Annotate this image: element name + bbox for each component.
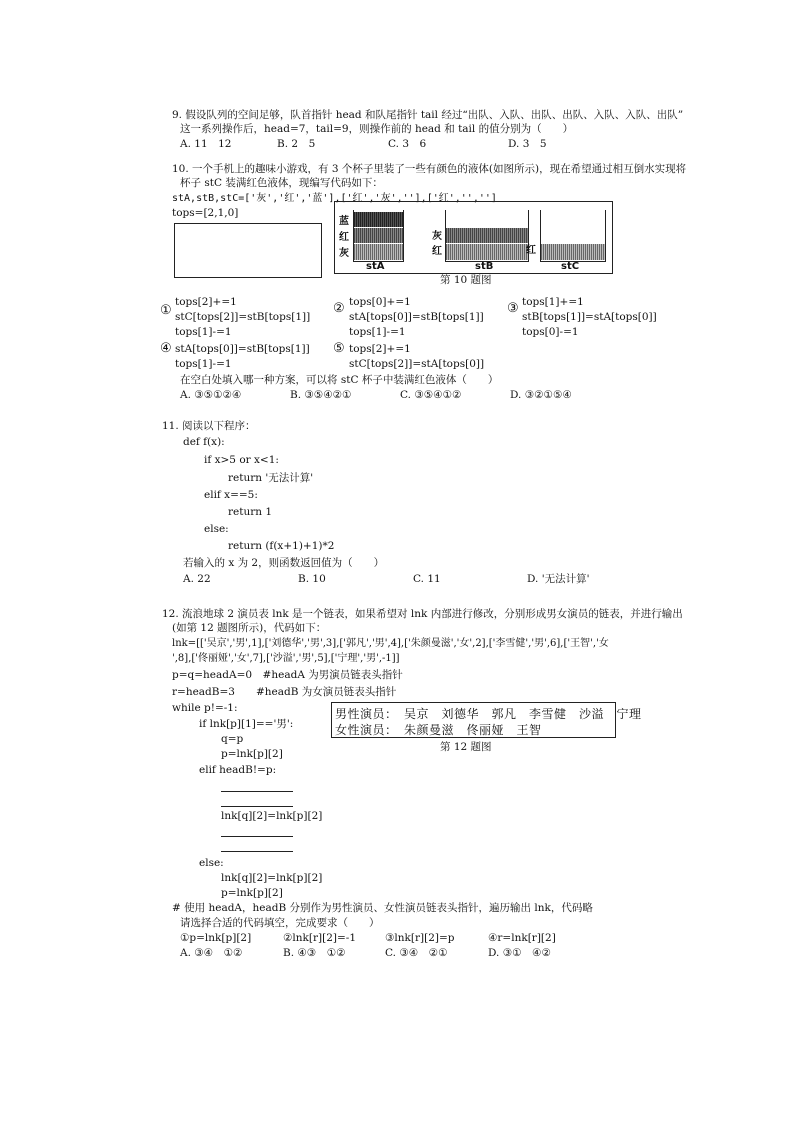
q10-blank-box <box>174 223 322 278</box>
q10-option-d: D. ③②①⑤④ <box>510 389 572 401</box>
q12-lnk-line2: ',8],['佟丽娅','女',7],['沙溢','男',5],['宁理','男',-1]] <box>172 653 400 664</box>
q10-choice4-mark: ④ <box>160 341 172 356</box>
q11-code-7: return (f(x+1)+1)*2 <box>228 540 335 552</box>
q12-code-7: elif headB!=p: <box>199 764 277 776</box>
q12-code-4: if lnk[p][1]=='男': <box>199 718 294 730</box>
cup-stC <box>540 210 606 262</box>
stA-label-bottom: 灰 <box>339 248 349 259</box>
q10-choice1-line2: stC[tops[2]]=stB[tops[1]] <box>175 311 311 323</box>
q10-choice5-mark: ⑤ <box>333 341 345 356</box>
stA-name: stA <box>366 261 385 272</box>
q10-choice3-line2: stB[tops[1]]=stA[tops[0]] <box>522 311 657 323</box>
q9-option-a: A. 11 12 <box>180 138 232 150</box>
q9-option-c: C. 3 6 <box>388 138 427 150</box>
q10-choice2-mark: ② <box>333 301 345 316</box>
q10-choice1-line1: tops[2]+=1 <box>175 296 237 308</box>
q12-line2: (如第 12 题图所示)，代码如下： <box>172 622 327 634</box>
q9-line1: 9. 假设队列的空间足够，队首指针 head 和队尾指针 tail 经过“出队、入队、出队、出队、入队、入队、出队” <box>172 109 684 121</box>
q12-blank-2 <box>221 806 293 807</box>
q10-figure-caption: 第 10 题图 <box>440 274 492 286</box>
stB-layer-middle <box>446 228 528 243</box>
q10-option-a: A. ③⑤①②④ <box>180 389 242 401</box>
q11-option-d: D. '无法计算' <box>527 573 590 585</box>
q12-code-6: p=lnk[p][2] <box>221 748 283 760</box>
stA-label-top: 蓝 <box>339 216 349 227</box>
q10-option-c: C. ③⑤④①② <box>400 389 462 401</box>
q12-line1: 12. 流浪地球 2 演员表 lnk 是一个链表，如果希望对 lnk 内部进行修改，分别形成男女演员的链表，并进行输出 <box>162 608 683 620</box>
q12-code-option-2: ②lnk[r][2]=-1 <box>283 932 357 944</box>
q12-figure-caption: 第 12 题图 <box>440 741 492 753</box>
q10-choice1-mark: ① <box>160 303 172 318</box>
stB-label-bottom: 红 <box>432 246 442 257</box>
q10-choice3-line1: tops[1]+=1 <box>522 296 584 308</box>
q11-option-a: A. 22 <box>183 573 211 585</box>
cup-stB <box>445 210 529 262</box>
q9-option-d: D. 3 5 <box>508 138 547 150</box>
q11-code-5: return 1 <box>228 506 273 518</box>
q11-code-1: def f(x): <box>183 436 225 448</box>
q12-code-10: lnk[q][2]=lnk[p][2] <box>221 872 323 884</box>
stB-layer-bottom <box>446 244 528 260</box>
q11-option-b: B. 10 <box>298 573 326 585</box>
q12-option-d: D. ③① ④② <box>488 947 551 959</box>
stA-layer-bottom <box>354 244 403 260</box>
q11-title: 11. 阅读以下程序： <box>162 420 256 432</box>
stA-layer-top <box>354 212 403 227</box>
q12-code-option-3: ③lnk[r][2]=p <box>385 932 455 944</box>
q12-note: # 使用 headA，headB 分别作为男性演员、女性演员链表头指针，遍历输出 lnk，代码略 <box>172 902 593 914</box>
stC-layer-bottom <box>541 244 605 260</box>
q10-option-b: B. ③⑤④②① <box>290 389 352 401</box>
stA-layer-middle <box>354 228 403 243</box>
q12-code-2: r=headB=3 #headB 为女演员链表头指针 <box>172 686 397 698</box>
q10-choice1-line3: tops[1]-=1 <box>175 326 232 338</box>
q12-option-c: C. ③④ ②① <box>385 947 448 959</box>
stB-name: stB <box>475 261 494 272</box>
q10-choice3-mark: ③ <box>507 301 519 316</box>
q12-code-1: p=q=headA=0 #headA 为男演员链表头指针 <box>172 669 403 681</box>
stC-name: stC <box>561 261 580 272</box>
q10-choice3-line3: tops[0]-=1 <box>522 326 579 338</box>
q11-question: 若输入的 x 为 2，则函数返回值为（ ） <box>183 557 385 569</box>
q12-blank-4 <box>221 851 293 852</box>
q12-code-option-1: ①p=lnk[p][2] <box>180 932 252 944</box>
q12-blank-1 <box>221 791 293 792</box>
q10-question: 在空白处填入哪一种方案，可以将 stC 杯子中装满红色液体（ ） <box>180 374 499 386</box>
q10-choice2-line2: stA[tops[0]]=stB[tops[1]] <box>349 311 484 323</box>
q12-blank-3 <box>221 836 293 837</box>
q9-option-b: B. 2 5 <box>277 138 316 150</box>
q10-code-tops: tops=[2,1,0] <box>172 207 239 219</box>
q12-code-5: q=p <box>221 733 244 745</box>
stB-label-middle: 灰 <box>432 231 442 242</box>
q12-code-11: p=lnk[p][2] <box>221 887 283 899</box>
q10-line1: 10. 一个手机上的趣味小游戏，有 3 个杯子里装了一些有颜色的液体(如图所示)，现在希望通过相互倒水实现将 <box>172 163 687 175</box>
q11-code-4: elif x==5: <box>204 489 258 501</box>
q12-option-a: A. ③④ ①② <box>180 947 243 959</box>
q10-choice4-line1: stA[tops[0]]=stB[tops[1]] <box>175 343 310 355</box>
stC-label-bottom: 红 <box>526 245 536 256</box>
q10-choice5-line1: tops[2]+=1 <box>349 343 411 355</box>
q11-option-c: C. 11 <box>413 573 441 585</box>
q10-choice4-line2: tops[1]-=1 <box>175 358 232 370</box>
q12-code-3: while p!=-1: <box>172 702 238 714</box>
q10-choice5-line2: stC[tops[2]]=stA[tops[0]] <box>349 358 485 370</box>
q12-figure <box>331 702 642 738</box>
q11-code-6: else: <box>204 523 229 535</box>
q12-lnk-line1: lnk=[['吴京','男',1],['刘德华','男',3],['郭凡','男',4],['朱颜曼滋','女',2],['李雪健','男',6],['王智','女 <box>172 638 609 649</box>
q11-code-2: if x>5 or x<1: <box>204 454 279 466</box>
q10-code-stacks: stA,stB,stC=['灰','红','蓝'],['红','灰',''],['红','',''] <box>172 193 497 204</box>
stA-label-middle: 红 <box>339 232 349 243</box>
q12-code-9: else: <box>199 857 224 869</box>
q10-figure <box>334 201 613 274</box>
q12-question: 请选择合适的代码填空，完成要求（ ） <box>180 917 380 929</box>
cup-stA <box>353 210 404 262</box>
q10-choice2-line1: tops[0]+=1 <box>349 296 411 308</box>
q12-figure-female: 女性演员： 朱颜曼滋 佟丽娅 王智 <box>335 723 542 737</box>
q10-line2: 杯子 stC 装满红色液体，现编写代码如下： <box>180 177 383 189</box>
q12-figure-male: 男性演员： 吴京 刘德华 郭凡 李雪健 沙溢 宁理 <box>335 707 642 721</box>
q11-code-3: return '无法计算' <box>228 472 314 484</box>
q12-code-8: lnk[q][2]=lnk[p][2] <box>221 810 323 822</box>
q12-option-b: B. ④③ ①② <box>283 947 346 959</box>
q12-code-option-4: ④r=lnk[r][2] <box>488 932 556 944</box>
q9-line2: 这一系列操作后，head=7，tail=9，则操作前的 head 和 tail 的值分别为（ ） <box>180 123 574 135</box>
q10-choice2-line3: tops[1]-=1 <box>349 326 406 338</box>
